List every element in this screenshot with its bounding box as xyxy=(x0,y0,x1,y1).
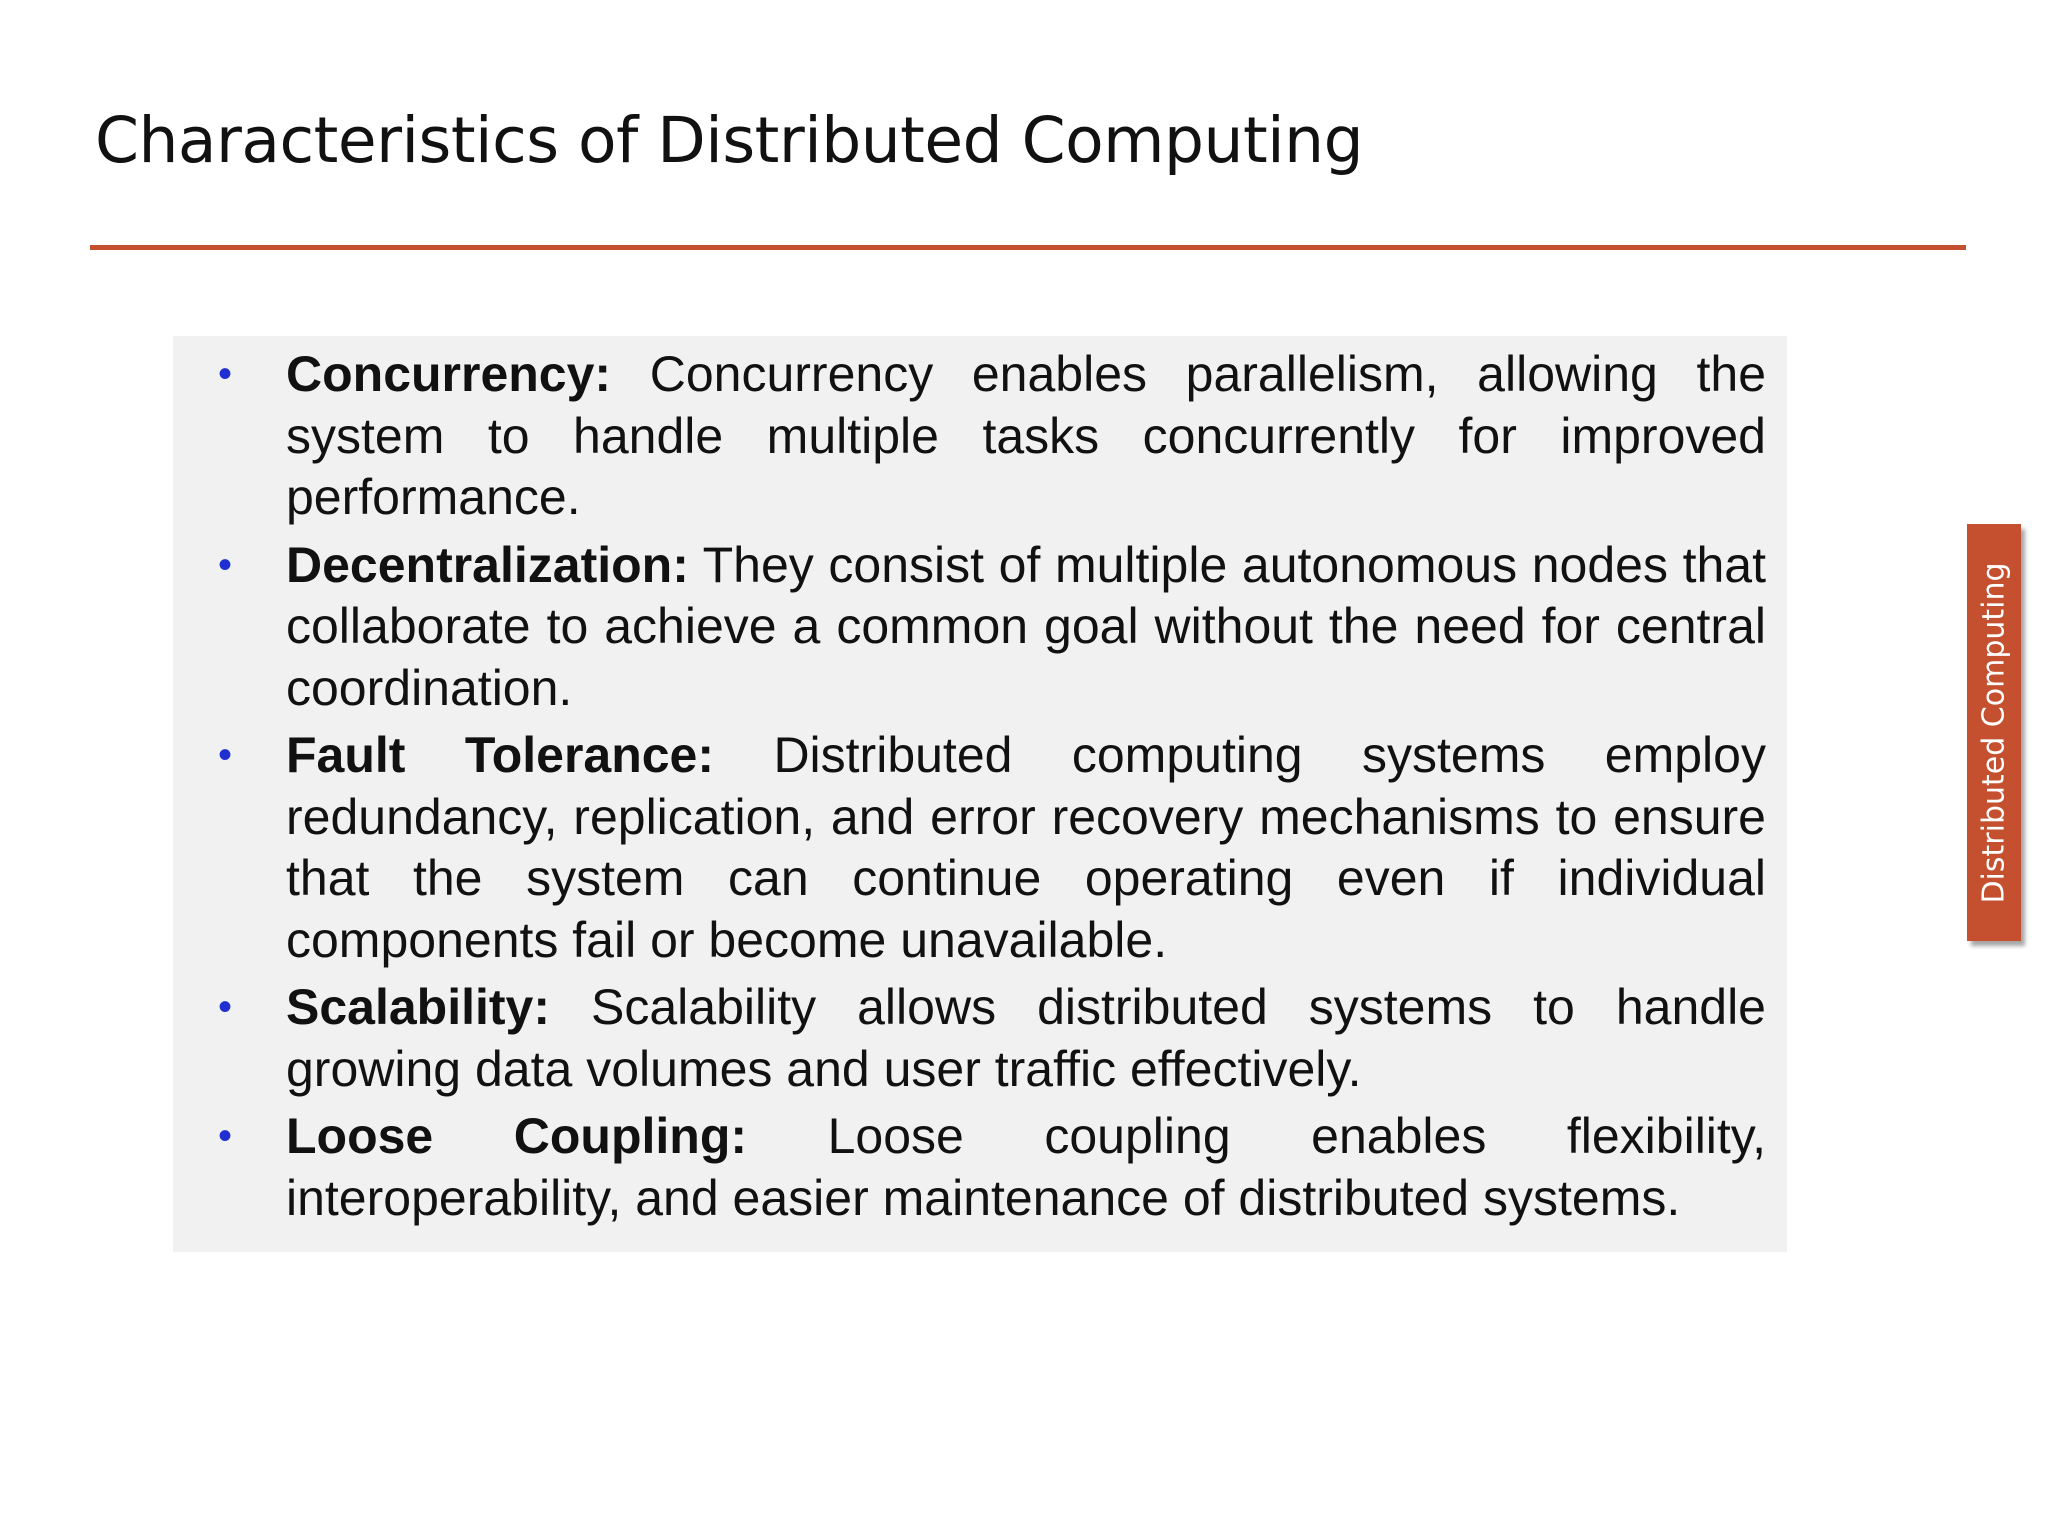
list-item-fault-tolerance xyxy=(173,725,1787,971)
slide-title: Characteristics of Distributed Computing xyxy=(95,104,1364,177)
content-panel xyxy=(173,336,1787,1252)
bullet-description: They consist of multiple autonomous nodes that collaborate to achieve a common goal without the need for central coordination. xyxy=(286,536,1766,716)
bullet-icon: • xyxy=(218,985,233,1029)
bullet-icon: • xyxy=(218,1114,233,1158)
characteristics-list xyxy=(173,344,1787,1235)
list-item-decentralization xyxy=(173,535,1787,720)
side-tab-label: Distributed Computing xyxy=(1976,561,2012,904)
bullet-icon: • xyxy=(218,542,233,587)
bullet-text xyxy=(286,725,1766,971)
list-item-scalability xyxy=(173,977,1787,1100)
bullet-term: Decentralization: xyxy=(286,536,689,593)
bullet-term: Fault Tolerance: xyxy=(286,727,715,783)
bullet-description: Loose coupling enables flexibility, interoperability, and easier maintenance of distributed systems. xyxy=(286,1108,1766,1226)
bullet-term: Scalability: xyxy=(286,979,550,1035)
bullet-text xyxy=(286,535,1766,720)
bullet-icon: • xyxy=(218,733,233,777)
bullet-term: Loose Coupling: xyxy=(286,1108,748,1164)
bullet-description: Concurrency enables parallelism, allowing the system to handle multiple tasks concurrently for improved performance. xyxy=(286,346,1766,525)
bullet-icon: • xyxy=(218,352,233,396)
bullet-text xyxy=(286,1106,1766,1229)
bullet-term: Concurrency: xyxy=(286,346,612,402)
bullet-description: Distributed computing systems employ redundancy, replication, and error recovery mechanisms to ensure that the system can continue operating even if individual components fail or become unavailable. xyxy=(286,727,1766,968)
bullet-text xyxy=(286,977,1766,1100)
section-side-tab xyxy=(1967,524,2021,941)
list-item-concurrency xyxy=(173,344,1787,529)
title-divider xyxy=(90,245,1966,250)
bullet-text xyxy=(286,344,1766,529)
bullet-description: Scalability allows distributed systems to handle growing data volumes and user traffic effectively. xyxy=(286,979,1766,1097)
list-item-loose-coupling xyxy=(173,1106,1787,1229)
